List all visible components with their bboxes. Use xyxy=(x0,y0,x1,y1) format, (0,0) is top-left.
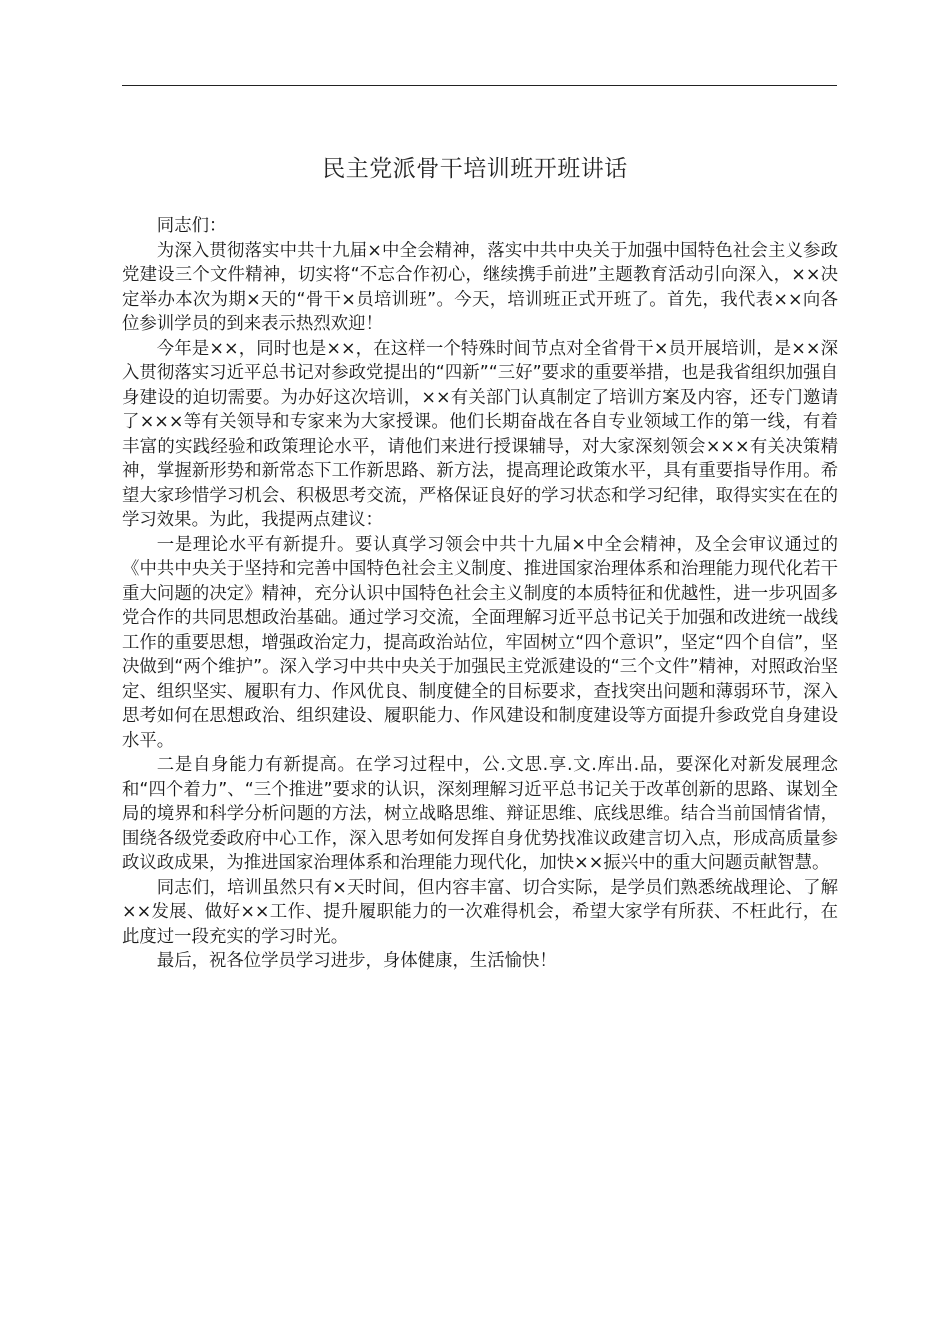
header-rule xyxy=(122,85,837,86)
document-body xyxy=(122,214,838,974)
salutation-paragraph: 同志们： xyxy=(156,216,227,236)
body-paragraph: 今年是××，同时也是××，在这样一个特殊时间节点对全省骨干×员开展培训，是××深入贯彻落实习近平总书记对参政党提出的“四新”“三好”要求的重要举措，也是我省组织加强自身建设的迫切需要。为办好这次培训，××有关部门认真制定了培训方案及内容，还专门邀请了×××等有关领导和专家来为大家授课。他们长期奋战在各自专业领域工作的第一线，有着丰富的实践经验和政策理论水平，请他们来进行授课辅导，对大家深刻领会×××有关决策精神，掌握新形势和新常态下工作新思路、新方法，提高理论政策水平，具有重要指导作用。希望大家珍惜学习机会、积极思考交流，严格保证良好的学习状态和学习纪律，取得实实在在的学习效果。为此，我提两点建议： xyxy=(122,338,838,530)
body-paragraph: 二是自身能力有新提高。在学习过程中，公.文思.享.文.库出.品，要深化对新发展理念和“四个着力”、“三个推进”要求的认识，深刻理解习近平总书记关于改革创新的思路、谋划全局的境界和科学分析问题的方法，树立战略思维、辩证思维、底线思维。结合当前国情省情，围绕各级党委政府中心工作，深入思考如何发挥自身优势找准议政建言切入点，形成高质量参政议政成果，为推进国家治理体系和治理能力现代化，加快××振兴中的重大问题贡献智慧。 xyxy=(122,755,838,873)
body-paragraph: 为深入贯彻落实中共十九届×中全会精神，落实中共中央关于加强中国特色社会主义参政党建设三个文件精神，切实将“不忘合作初心，继续携手前进”主题教育活动引向深入，××决定举办本次为期×天的“骨干×员培训班”。今天，培训班正式开班了。首先，我代表××向各位参训学员的到来表示热烈欢迎！ xyxy=(122,240,838,334)
body-paragraph: 一是理论水平有新提升。要认真学习领会中共十九届×中全会精神，及全会审议通过的《中共中央关于坚持和完善中国特色社会主义制度、推进国家治理体系和治理能力现代化若干重大问题的决定》精神，充分认识中国特色社会主义制度的本质特征和优越性，进一步巩固多党合作的共同思想政治基础。通过学习交流，全面理解习近平总书记关于加强和改进统一战线工作的重要思想，增强政治定力，提高政治站位，牢固树立“四个意识”，坚定“四个自信”，坚决做到“两个维护”。深入学习中共中央关于加强民主党派建设的“三个文件”精神，对照政治坚定、组织坚实、履职有力、作风优良、制度健全的目标要求，查找突出问题和薄弱环节，深入思考如何在思想政治、组织建设、履职能力、作风建设和制度建设等方面提升参政党自身建设水平。 xyxy=(122,534,838,751)
document-title: 民主党派骨干培训班开班讲话 xyxy=(322,156,628,182)
body-paragraph: 同志们，培训虽然只有×天时间，但内容丰富、切合实际，是学员们熟悉统战理论、了解××发展、做好××工作、提升履职能力的一次难得机会，希望大家学有所获、不枉此行，在此度过一段充实的学习时光。 xyxy=(122,877,838,947)
closing-paragraph: 最后，祝各位学员学习进步，身体健康，生活愉快！ xyxy=(156,951,557,971)
